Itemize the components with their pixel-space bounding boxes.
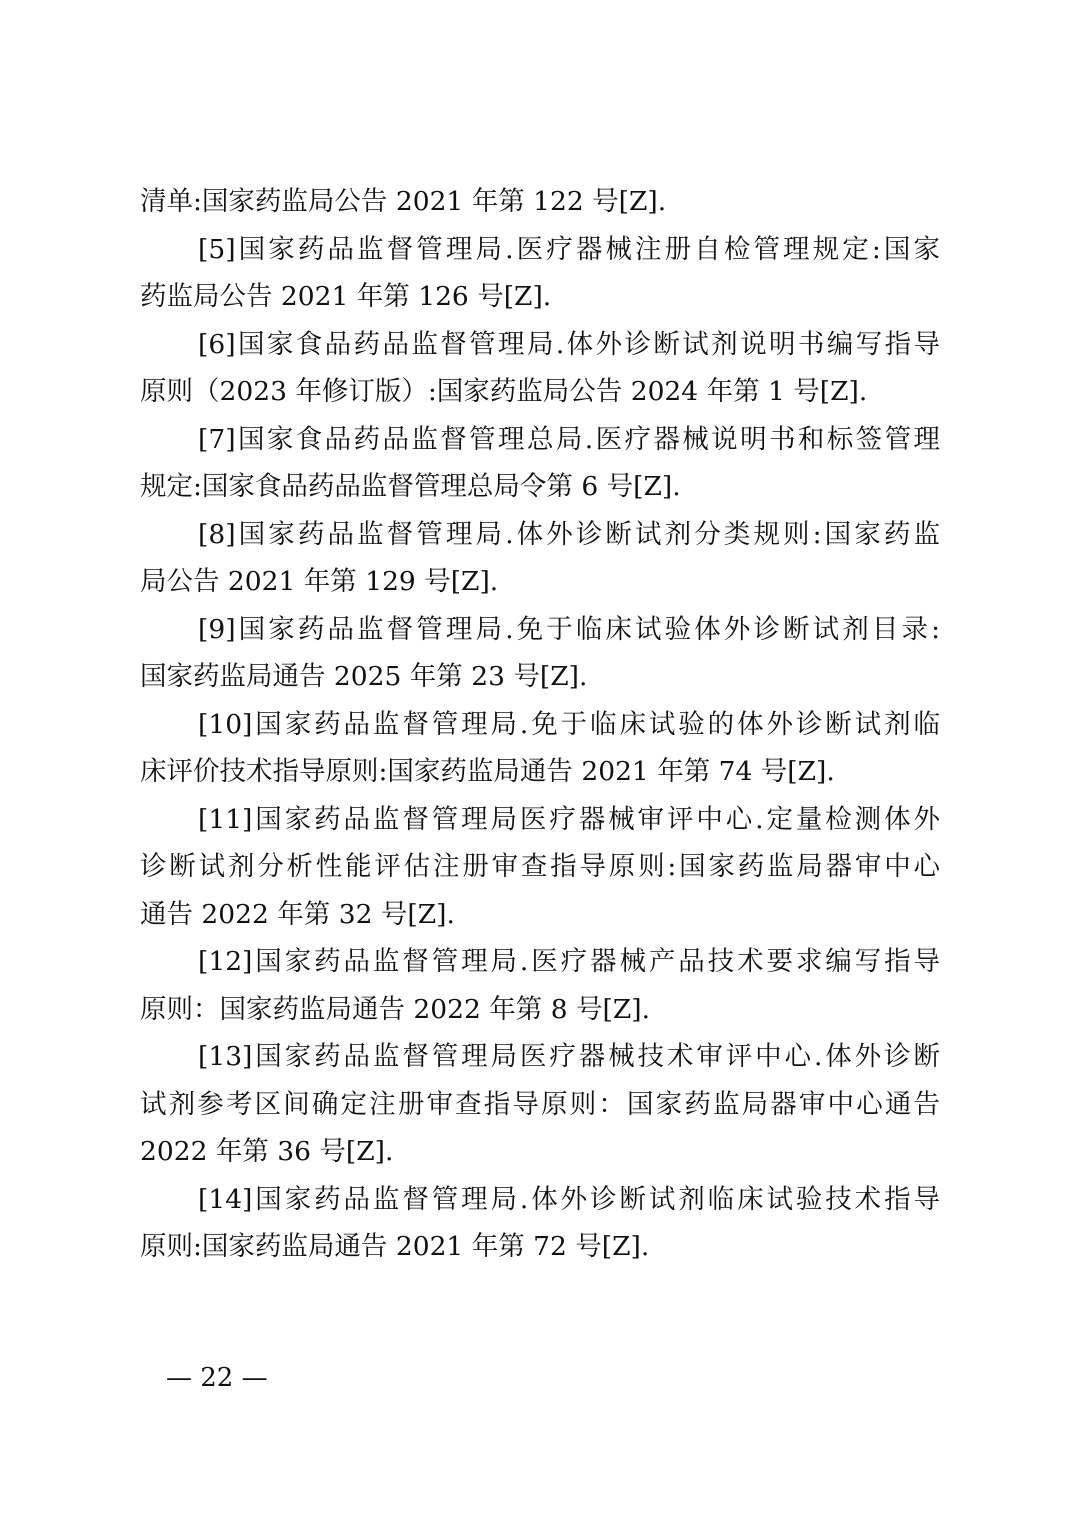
reference-line: [13]国家药品监督管理局医疗器械技术审评中心.体外诊断 (198, 1041, 940, 1072)
reference-line: [14]国家药品监督管理局.体外诊断试剂临床试验技术指导 (198, 1183, 940, 1215)
reference-line: 国家药监局通告 2025 年第 23 号[Z]. (140, 661, 588, 692)
reference-line: 通告 2022 年第 32 号[Z]. (140, 898, 455, 930)
reference-line: [7]国家食品药品监督管理总局.医疗器械说明书和标签管理 (198, 423, 940, 455)
reference-list (140, 178, 940, 1271)
reference-line: [5]国家药品监督管理局.医疗器械注册自检管理规定:国家 (198, 233, 940, 265)
reference-line: 2022 年第 36 号[Z]. (140, 1136, 394, 1167)
reference-line: 原则:国家药监局通告 2021 年第 72 号[Z]. (140, 1231, 650, 1262)
reference-line: 局公告 2021 年第 129 号[Z]. (140, 566, 499, 597)
reference-line: 规定:国家食品药品监督管理总局令第 6 号[Z]. (140, 471, 681, 502)
reference-line: 诊断试剂分析性能评估注册审查指导原则:国家药监局器审中心 (140, 851, 940, 882)
reference-line: [12]国家药品监督管理局.医疗器械产品技术要求编写指导 (198, 946, 940, 977)
reference-line: [6]国家食品药品监督管理局.体外诊断试剂说明书编写指导 (198, 328, 940, 360)
reference-line: [11]国家药品监督管理局医疗器械审评中心.定量检测体外 (198, 803, 940, 835)
reference-line: 清单:国家药监局公告 2021 年第 122 号[Z]. (140, 186, 667, 217)
reference-line: 试剂参考区间确定注册审查指导原则：国家药监局器审中心通告 (140, 1088, 940, 1120)
reference-line: 原则：国家药监局通告 2022 年第 8 号[Z]. (140, 993, 651, 1025)
reference-line: 床评价技术指导原则:国家药监局通告 2021 年第 74 号[Z]. (140, 756, 835, 787)
reference-line: [8]国家药品监督管理局.体外诊断试剂分类规则:国家药监 (198, 518, 940, 550)
reference-line: [10]国家药品监督管理局.免于临床试验的体外诊断试剂临 (198, 708, 940, 740)
page-number: — 22 — (166, 1363, 268, 1393)
reference-line: 原则（2023 年修订版）:国家药监局公告 2024 年第 1 号[Z]. (140, 376, 868, 407)
reference-line: 药监局公告 2021 年第 126 号[Z]. (140, 281, 552, 312)
reference-line: [9]国家药品监督管理局.免于临床试验体外诊断试剂目录: (198, 613, 940, 645)
